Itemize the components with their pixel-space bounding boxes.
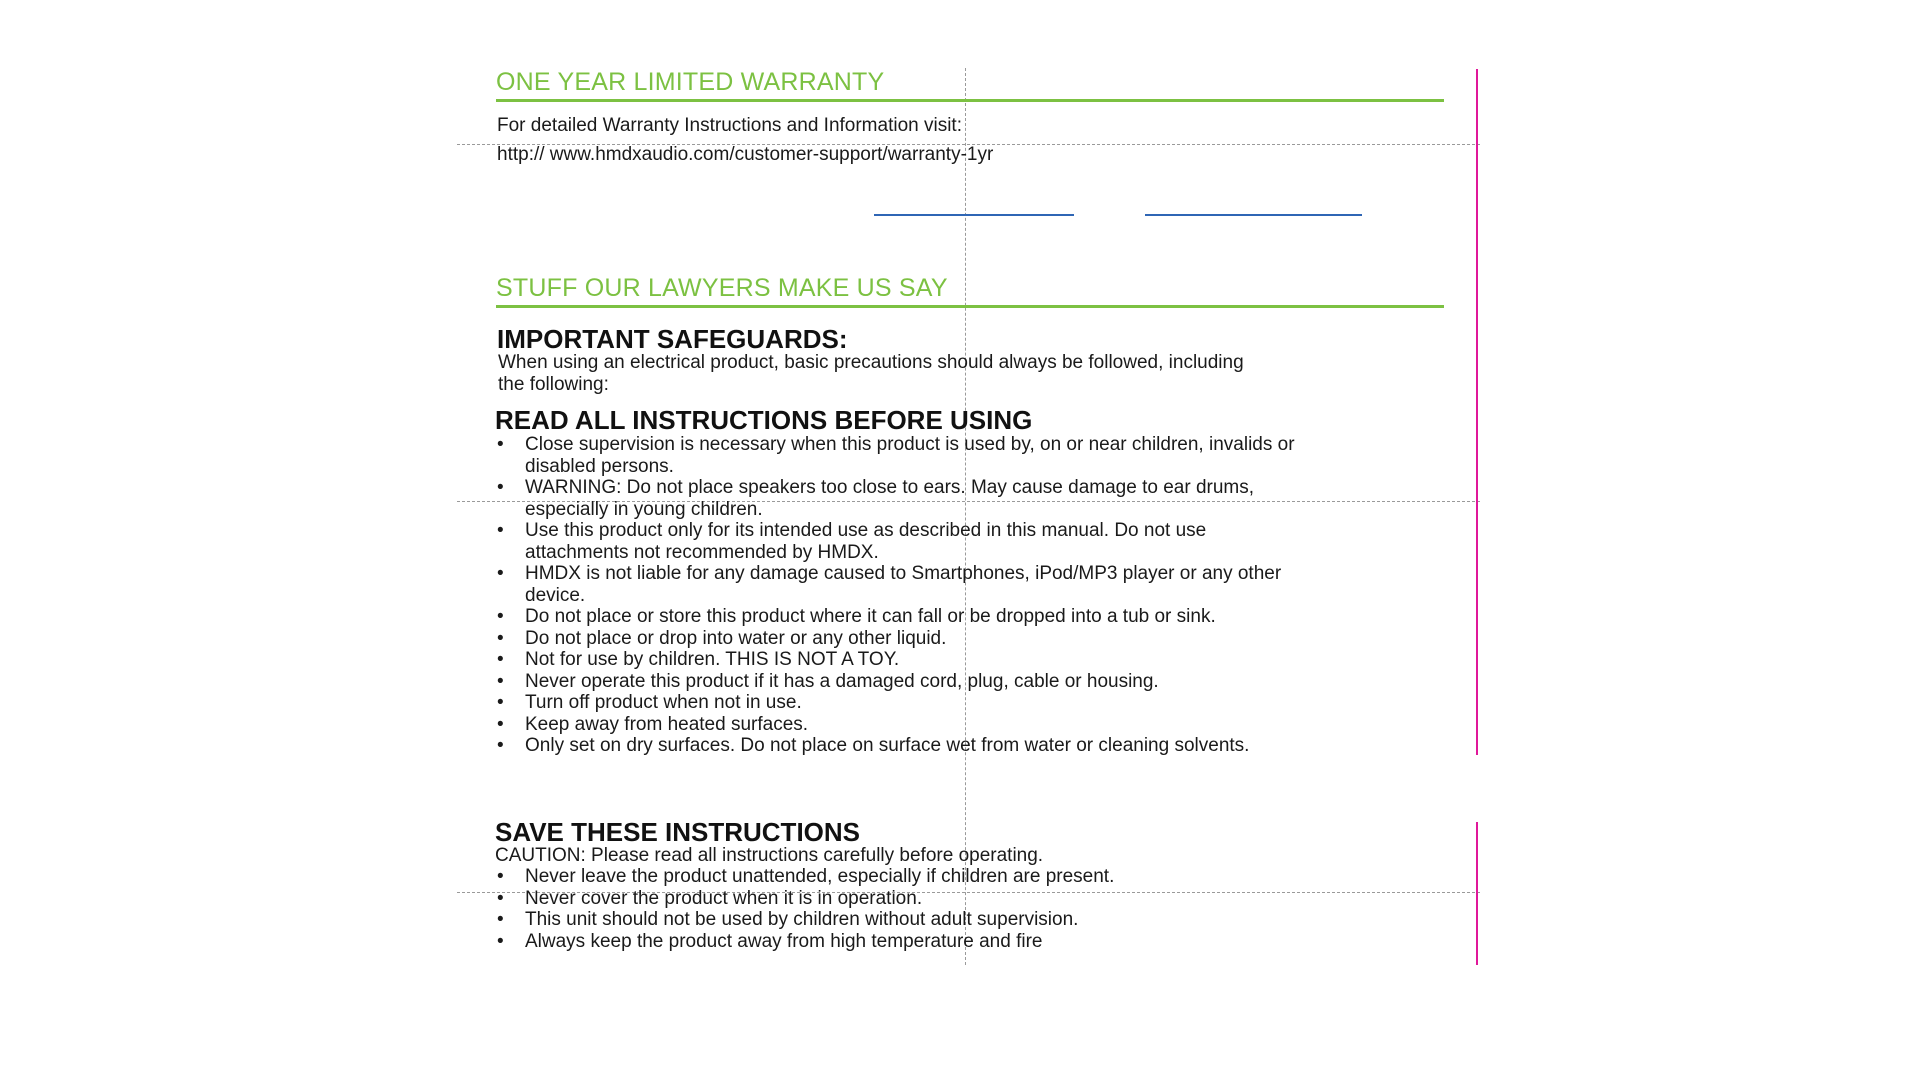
list-item bbox=[495, 735, 1395, 757]
list-item bbox=[495, 563, 1395, 606]
margin-line-lower bbox=[1476, 822, 1478, 965]
safeguards-title: IMPORTANT SAFEGUARDS: bbox=[497, 324, 848, 354]
list-item bbox=[495, 714, 1395, 736]
list-item bbox=[495, 671, 1395, 693]
list-item-line: Turn off product when not in use. bbox=[525, 692, 802, 713]
safeguards-text-line-2: the following: bbox=[498, 374, 609, 395]
blue-underline-right bbox=[1145, 214, 1362, 216]
list-item-line: Do not place or drop into water or any other liquid. bbox=[525, 627, 947, 649]
list-item-line: HMDX is not liable for any damage caused to Smartphones, iPod/MP3 player or any other bbox=[525, 563, 1282, 584]
legal-heading-rule bbox=[496, 305, 1444, 308]
list-item-line: Never leave the product unattended, especially if children are present. bbox=[525, 866, 1115, 887]
list-item-line: attachments not recommended by HMDX. bbox=[525, 541, 879, 563]
list-item bbox=[495, 888, 1395, 910]
list-item bbox=[495, 520, 1395, 563]
list-item bbox=[495, 434, 1395, 477]
warranty-heading: ONE YEAR LIMITED WARRANTY bbox=[496, 68, 885, 96]
list-item-line: device. bbox=[525, 584, 586, 606]
safeguards-text-line-1: When using an electrical product, basic precautions should always be followed, including bbox=[498, 352, 1244, 373]
list-item bbox=[495, 692, 1395, 714]
legal-heading: STUFF OUR LAWYERS MAKE US SAY bbox=[496, 274, 948, 302]
list-item-line: Always keep the product away from high temperature and fire bbox=[525, 930, 1043, 952]
margin-line-upper bbox=[1476, 69, 1478, 755]
list-item-line: disabled persons. bbox=[525, 455, 674, 477]
caution-text: CAUTION: Please read all instructions carefully before operating. bbox=[495, 845, 1044, 866]
list-item bbox=[495, 477, 1395, 520]
warranty-intro: For detailed Warranty Instructions and Information visit: bbox=[497, 115, 962, 136]
blue-underline-left bbox=[874, 214, 1074, 216]
list-item-line: especially in young children. bbox=[525, 498, 763, 520]
list-item bbox=[495, 909, 1395, 931]
list-item-line: Close supervision is necessary when this product is used by, on or near children, invalids or bbox=[525, 434, 1295, 455]
list-item-line: Only set on dry surfaces. Do not place on surface wet from water or cleaning solvents. bbox=[525, 735, 1250, 756]
warranty-heading-rule bbox=[496, 99, 1444, 102]
read-instructions-title: READ ALL INSTRUCTIONS BEFORE USING bbox=[495, 405, 1033, 435]
list-item-line: Keep away from heated surfaces. bbox=[525, 713, 809, 735]
list-item-line: Do not place or store this product where it can fall or be dropped into a tub or sink. bbox=[525, 606, 1216, 627]
list-item-line: Use this product only for its intended use as described in this manual. Do not use bbox=[525, 520, 1207, 541]
list-item bbox=[495, 866, 1395, 888]
list-item bbox=[495, 628, 1395, 650]
list-item-line: This unit should not be used by children without adult supervision. bbox=[525, 909, 1079, 930]
list-item-line: WARNING: Do not place speakers too close to ears. May cause damage to ear drums, bbox=[525, 477, 1255, 498]
save-instructions-list bbox=[495, 866, 1395, 952]
list-item-line: Not for use by children. THIS IS NOT A TOY. bbox=[525, 649, 900, 670]
save-instructions-title: SAVE THESE INSTRUCTIONS bbox=[495, 817, 861, 847]
warranty-url: http:// www.hmdxaudio.com/customer-support/warranty-1yr bbox=[497, 144, 994, 165]
list-item bbox=[495, 931, 1395, 953]
list-item-line: Never cover the product when it is in operation. bbox=[525, 887, 923, 909]
list-item-line: Never operate this product if it has a damaged cord, plug, cable or housing. bbox=[525, 670, 1159, 692]
list-item bbox=[495, 606, 1395, 628]
safeguards-list bbox=[495, 434, 1395, 757]
list-item bbox=[495, 649, 1395, 671]
